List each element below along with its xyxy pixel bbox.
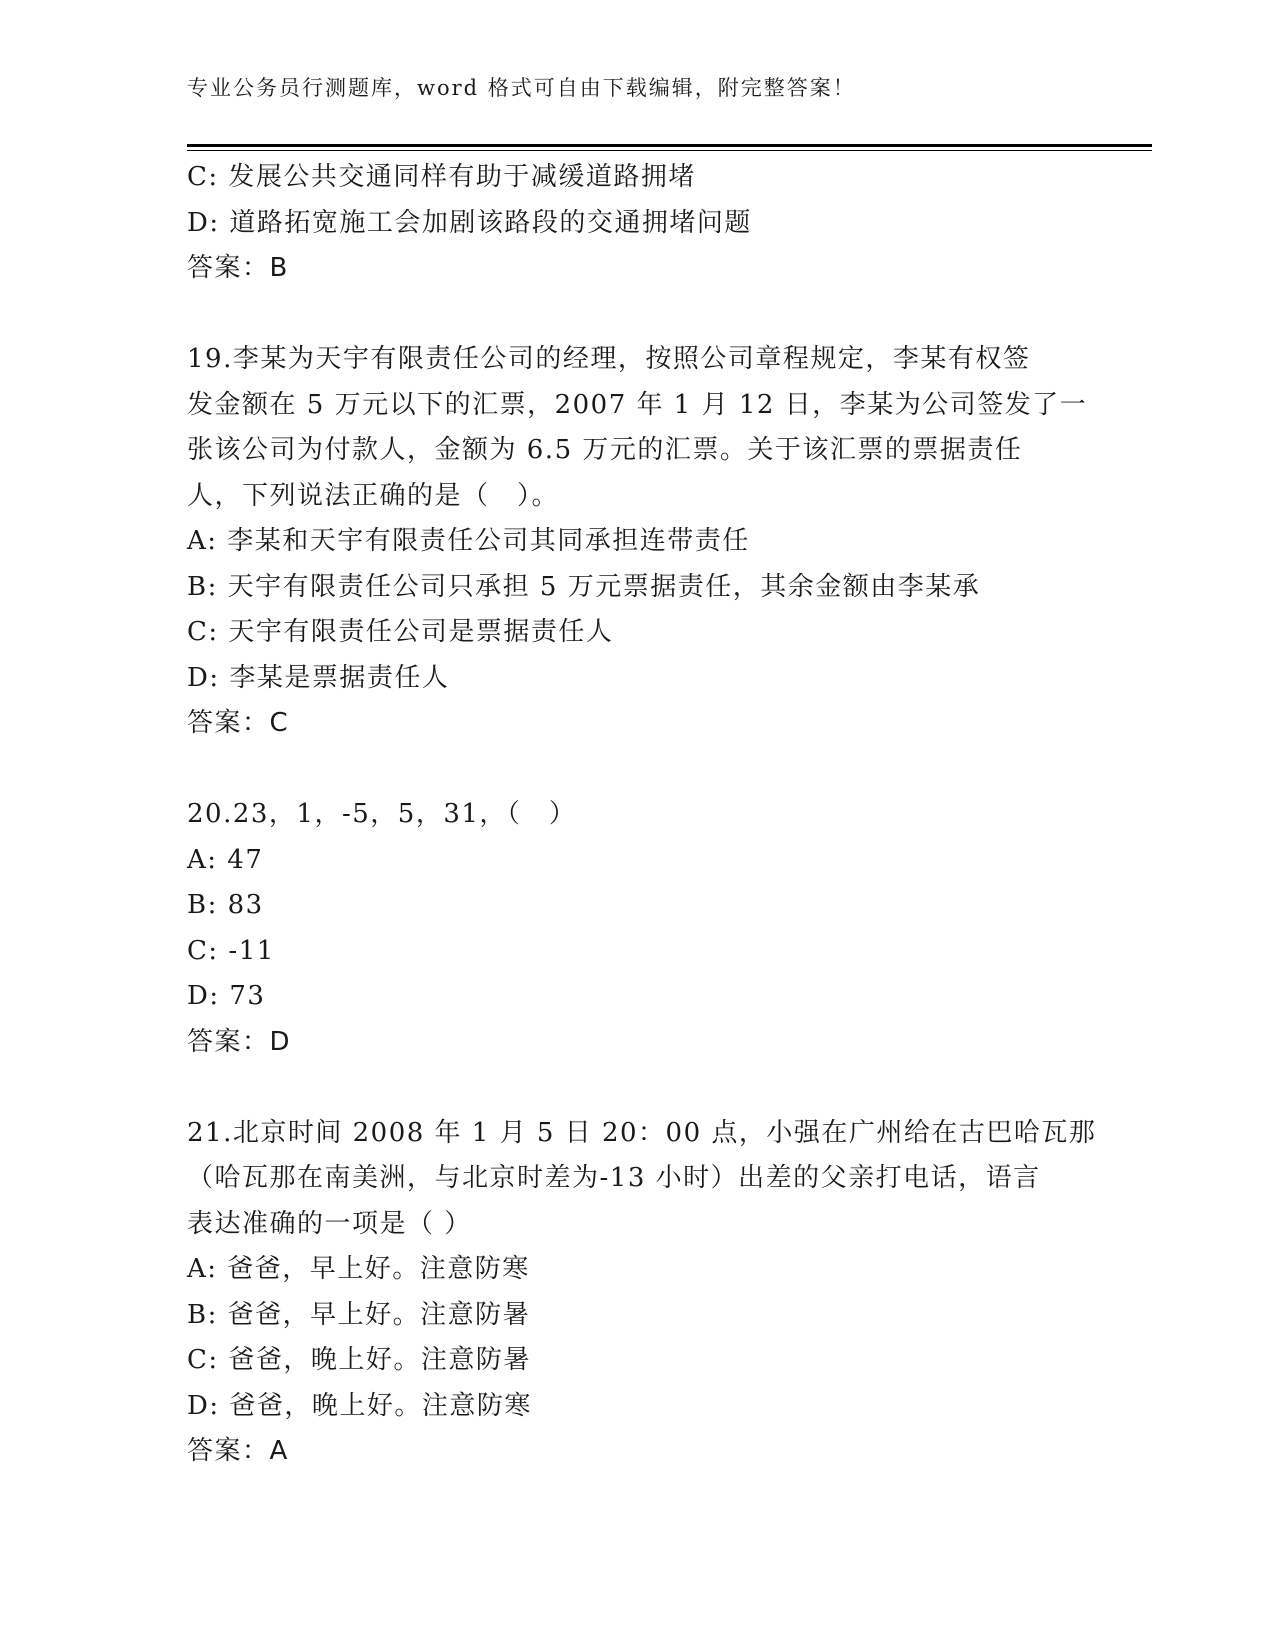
answer: 答案：A — [187, 1436, 289, 1466]
option-a: A: 李某和天宇有限责任公司其同承担连带责任 — [187, 526, 750, 556]
option-b: B: 83 — [187, 890, 264, 920]
option-a: A: 47 — [187, 844, 264, 875]
answer: 答案：D — [187, 1026, 292, 1057]
question-stem-line: 发金额在 5 万元以下的汇票，2007 年 1 月 12 日，李某为公司签发了一 — [187, 389, 1088, 420]
spacer — [187, 1065, 1087, 1111]
page-header: 专业公务员行测题库，word 格式可自由下载编辑，附完整答案！ — [187, 76, 856, 100]
question-stem-line: （哈瓦那在南美洲，与北京时差为-13 小时）出差的父亲打电话，语言 — [187, 1163, 1041, 1193]
question-stem-line: 19.李某为天宇有限责任公司的经理，按照公司章程规定，李某有权签 — [187, 344, 1031, 374]
option-a: A: 爸爸，早上好。注意防寒 — [187, 1254, 530, 1284]
question-stem-line: 20.23，1，-5，5，31，（ ） — [187, 799, 577, 829]
answer: 答案：B — [187, 253, 289, 283]
option-d: D: 爸爸，晚上好。注意防寒 — [187, 1390, 532, 1421]
spacer — [187, 292, 1087, 338]
header-rule-thick — [187, 144, 1152, 147]
spacer — [187, 747, 1087, 793]
option-c: C: 天宇有限责任公司是票据责任人 — [187, 617, 614, 647]
option-c: C: 发展公共交通同样有助于减缓道路拥堵 — [187, 162, 696, 192]
question-stem-line: 表达准确的一项是（ ） — [187, 1208, 472, 1239]
option-b: B: 天宇有限责任公司只承担 5 万元票据责任，其余金额由李某承 — [187, 571, 981, 602]
option-d: D: 李某是票据责任人 — [187, 662, 450, 693]
question-stem-line: 人，下列说法正确的是（ ）。 — [187, 480, 560, 511]
option-b: B: 爸爸，早上好。注意防暑 — [187, 1299, 531, 1330]
question-content — [187, 155, 1097, 1475]
question-stem-line: 张该公司为付款人，金额为 6.5 万元的汇票。关于该汇票的票据责任 — [187, 435, 1023, 465]
option-c: C: 爸爸，晚上好。注意防暑 — [187, 1345, 531, 1375]
question-stem-line: 21.北京时间 2008 年 1 月 5 日 20：00 点，小强在广州给在古巴哈瓦那 — [187, 1117, 1097, 1148]
option-d: D: 道路拓宽施工会加剧该路段的交通拥堵问题 — [187, 207, 752, 238]
answer: 答案：C — [187, 708, 290, 738]
option-d: D: 73 — [187, 981, 266, 1011]
header-rule-thin — [187, 150, 1152, 151]
option-c: C: -11 — [187, 935, 275, 966]
